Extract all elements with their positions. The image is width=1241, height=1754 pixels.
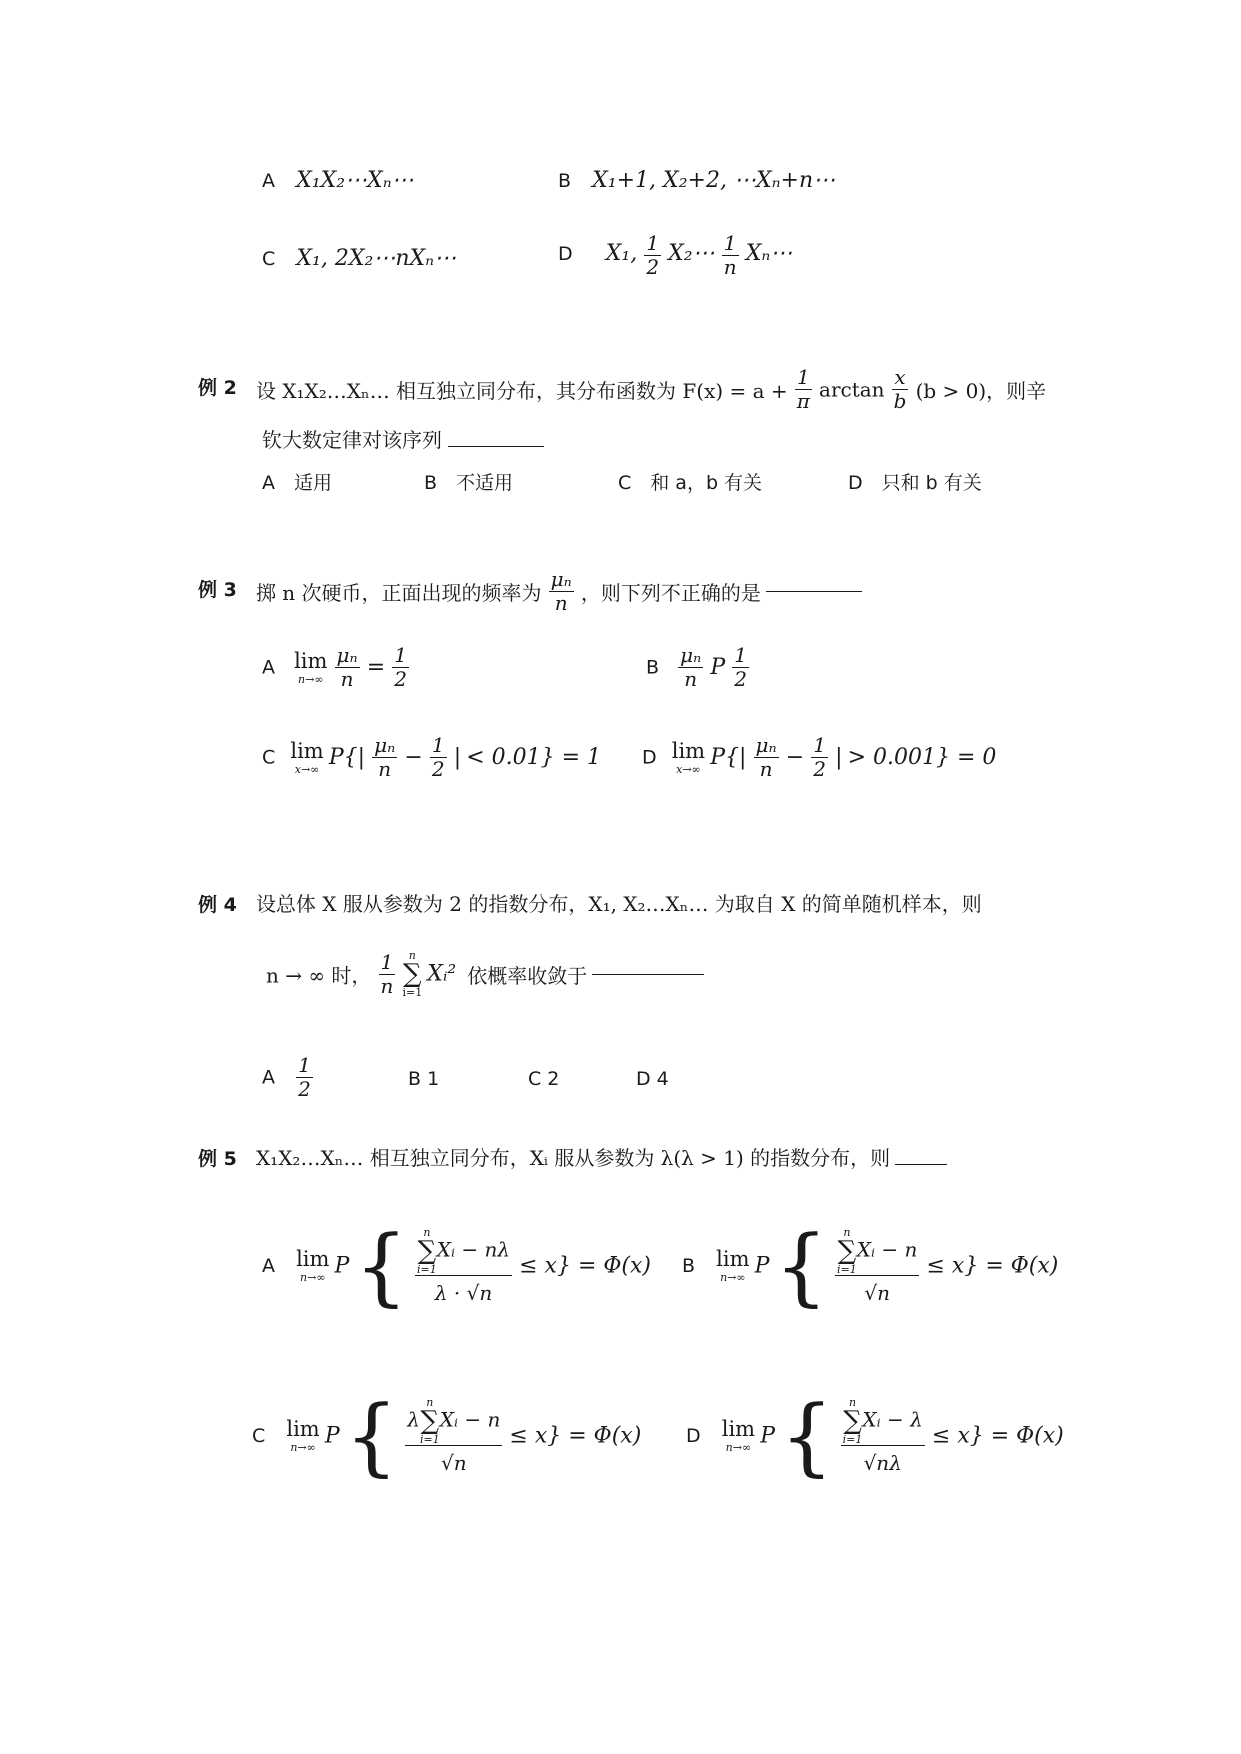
ex4-question-line2 <box>266 950 704 998</box>
formula-part: P{| <box>328 745 366 770</box>
formula-tail: ≤ x} = Φ(x) <box>519 1253 651 1279</box>
option-label: D <box>686 1425 701 1447</box>
frac-den: n <box>378 757 392 781</box>
frac-den: 2 <box>431 757 445 781</box>
answer-blank <box>895 1164 947 1165</box>
ex4-option-b: B 1 <box>408 1068 440 1090</box>
ex5-option-c <box>252 1387 642 1485</box>
left-brace-icon: { <box>774 1217 828 1315</box>
ex4-option-d: D 4 <box>636 1068 669 1090</box>
sum-sign: ∑ <box>403 959 422 989</box>
abs-bar: | <box>453 745 462 770</box>
lim-sub: x→∞ <box>294 762 320 776</box>
option-label: B <box>558 170 572 192</box>
fraction <box>841 1397 925 1475</box>
ex5-option-b <box>682 1217 1059 1315</box>
frac-num: x <box>894 365 906 389</box>
limit <box>671 738 706 776</box>
limit <box>286 1419 319 1453</box>
fraction <box>678 644 703 691</box>
formula-tail: ≤ x} = Φ(x) <box>509 1423 642 1449</box>
num-tail: Xᵢ − λ <box>862 1407 923 1432</box>
frac-den: n <box>684 667 698 691</box>
frac-num: μₙ <box>755 733 777 757</box>
prob-symbol: P <box>324 1423 340 1449</box>
lim-word: lim <box>294 648 328 673</box>
question-text: 设总体 X 服从参数为 2 的指数分布，X₁, X₂…Xₙ… 为取自 X 的简单随机样本，则 <box>255 892 982 916</box>
lim-sub: n→∞ <box>300 1271 326 1284</box>
frac-num: 1 <box>723 231 737 255</box>
sum-lower: i=1 <box>402 986 423 999</box>
option-label: A <box>262 1066 275 1089</box>
frac-den: π <box>796 389 810 413</box>
summation <box>837 1227 857 1275</box>
frac-num: 1 <box>298 1053 311 1077</box>
fraction <box>811 734 828 781</box>
ex2-option-c: C 和 a，b 有关 <box>618 472 763 494</box>
sum-lower: i=1 <box>419 1433 440 1446</box>
frac-num: μₙ <box>550 567 572 591</box>
ex2-question-line2 <box>262 424 544 453</box>
option-label: D <box>558 243 573 265</box>
frac-den: √n <box>440 1451 467 1475</box>
left-brace-icon: { <box>780 1387 834 1485</box>
summation <box>402 950 422 998</box>
num-tail: Xᵢ − n <box>856 1237 918 1262</box>
num-prefix: λ <box>407 1407 420 1432</box>
frac-num: 1 <box>796 365 810 389</box>
question-text: arctan <box>819 377 885 402</box>
frac-den: 2 <box>734 667 747 691</box>
example-label: 例 5 <box>198 1148 237 1170</box>
num-tail: Xᵢ − n <box>439 1407 501 1432</box>
option-label: B <box>646 656 660 679</box>
prob-symbol: P <box>760 1423 775 1449</box>
formula-part: < 0.01} = 1 <box>466 745 602 770</box>
sum-upper: n <box>423 1226 431 1239</box>
fraction <box>372 734 397 781</box>
ex3-option-a <box>262 644 411 691</box>
frac-den: √n <box>864 1281 891 1305</box>
option-label: C <box>252 1425 266 1447</box>
lim-sub: n→∞ <box>290 1441 316 1454</box>
ex1-option-b <box>558 168 835 193</box>
ex2-option-b: B 不适用 <box>424 472 514 494</box>
fraction <box>795 366 812 413</box>
fraction <box>378 951 395 998</box>
frac-num: μₙ <box>336 643 358 667</box>
sum-sign: ∑ <box>843 1406 862 1436</box>
sum-upper: n <box>426 1396 434 1409</box>
frac-den: √nλ <box>863 1451 902 1475</box>
lim-sub: n→∞ <box>298 672 324 686</box>
frac-num <box>405 1397 502 1446</box>
frac-num <box>841 1397 925 1446</box>
lim-word: lim <box>290 738 324 763</box>
limit <box>722 1419 755 1453</box>
ex5-option-d <box>686 1387 1064 1485</box>
summation <box>417 1227 437 1275</box>
option-label: A <box>262 656 275 679</box>
limit <box>296 1249 329 1283</box>
lim-sub: n→∞ <box>720 1271 746 1284</box>
ex3-option-d <box>642 734 996 781</box>
ex1-option-a <box>262 168 414 193</box>
question-text: 钦大数定律对该序列 <box>262 428 442 452</box>
sum-sign: ∑ <box>417 1236 437 1266</box>
question-text: 设 X₁X₂…Xₙ… 相互独立同分布，其分布函数为 F(x) = a + <box>255 379 788 403</box>
lim-word: lim <box>286 1417 320 1441</box>
fraction <box>892 366 909 413</box>
formula-tail: ≤ x} = Φ(x) <box>931 1423 1064 1449</box>
equals-sign: = <box>366 655 386 680</box>
answer-blank <box>766 591 862 592</box>
lim-sub: x→∞ <box>676 762 701 776</box>
frac-den: 2 <box>813 757 826 781</box>
frac-num: 1 <box>813 733 826 757</box>
frac-num: 1 <box>431 733 445 757</box>
frac-den: n <box>380 973 394 998</box>
fraction <box>722 232 739 279</box>
limit <box>290 738 324 776</box>
example-label: 例 4 <box>198 894 237 916</box>
question-text: (b > 0)，则辛 <box>915 379 1047 403</box>
frac-num <box>835 1227 919 1276</box>
fraction <box>732 644 749 691</box>
option-label: B <box>682 1255 696 1277</box>
sum-lower: i=1 <box>842 1433 863 1446</box>
fraction <box>835 1227 919 1305</box>
option-label: A <box>262 1255 275 1277</box>
fraction <box>296 1054 313 1101</box>
frac-num: μₙ <box>374 733 396 757</box>
sum-upper: n <box>848 1396 857 1409</box>
frac-den: n <box>554 591 568 615</box>
limit <box>716 1249 749 1283</box>
example-label: 例 3 <box>198 579 237 601</box>
ex4-option-c: C 2 <box>528 1068 560 1090</box>
answer-blank <box>448 446 544 447</box>
sum-lower: i=1 <box>837 1263 857 1276</box>
left-brace-icon: { <box>344 1387 399 1485</box>
fraction <box>430 734 447 781</box>
frac-den: b <box>893 389 907 413</box>
question-text: 掷 n 次硬币，正面出现的频率为 <box>255 581 542 605</box>
option-label: A <box>262 170 275 192</box>
fraction <box>335 644 360 691</box>
ex4-question <box>198 888 982 917</box>
fraction <box>549 568 574 615</box>
option-formula-part: X₁, <box>605 241 638 266</box>
frac-den: n <box>723 255 737 279</box>
prob-symbol: P <box>334 1253 350 1279</box>
ex4-option-a <box>262 1054 315 1101</box>
formula-tail: ≤ x} = Φ(x) <box>926 1253 1059 1279</box>
minus-sign: − <box>785 745 805 770</box>
ex3-question <box>198 568 862 615</box>
answer-blank <box>592 974 704 975</box>
ex5-question <box>198 1142 947 1171</box>
lim-word: lim <box>296 1247 330 1271</box>
ex1-option-c <box>262 246 456 271</box>
prob-convergence-sign: P <box>710 655 726 680</box>
fraction <box>415 1227 512 1305</box>
frac-num: 1 <box>646 231 660 255</box>
frac-den: n <box>340 667 354 691</box>
option-label: D <box>642 746 657 769</box>
limit <box>294 648 328 686</box>
frac-num: 1 <box>734 643 747 667</box>
minus-sign: − <box>404 745 423 770</box>
fraction <box>392 644 409 691</box>
lim-word: lim <box>671 738 706 763</box>
ex2-option-a: A 适用 <box>262 472 332 494</box>
sum-sign: ∑ <box>837 1236 857 1266</box>
frac-den: λ · √n <box>434 1281 493 1305</box>
lim-word: lim <box>721 1417 756 1441</box>
sum-term: Xᵢ² <box>427 961 457 987</box>
sum-lower: i=1 <box>417 1263 437 1276</box>
lim-sub: n→∞ <box>725 1441 752 1454</box>
frac-num: 1 <box>380 949 394 974</box>
frac-num: 1 <box>394 643 408 667</box>
summation <box>420 1397 440 1445</box>
ex3-option-b <box>646 644 751 691</box>
option-formula-part: X₂⋯ <box>668 241 715 266</box>
formula-part: P{| <box>710 745 747 770</box>
option-label: C <box>262 248 276 270</box>
question-text: X₁X₂…Xₙ… 相互独立同分布，Xᵢ 服从参数为 λ(λ > 1) 的指数分布，则 <box>255 1146 891 1170</box>
question-text: ，则下列不正确的是 <box>580 581 761 605</box>
ex5-option-a <box>262 1217 651 1315</box>
frac-den: 2 <box>298 1077 311 1101</box>
sum-upper: n <box>843 1226 851 1239</box>
option-formula: X₁+1, X₂+2, ⋯Xₙ+n⋯ <box>592 168 836 193</box>
ex2-option-d: D 只和 b 有关 <box>848 472 982 494</box>
frac-num: μₙ <box>680 643 702 667</box>
ex1-option-d <box>558 232 792 279</box>
option-label: C <box>262 746 276 769</box>
fraction <box>754 734 779 781</box>
frac-den: n <box>759 757 773 781</box>
frac-den: 2 <box>646 255 660 279</box>
num-tail: Xᵢ − nλ <box>436 1237 511 1262</box>
fraction <box>644 232 661 279</box>
sum-sign: ∑ <box>420 1406 440 1436</box>
summation <box>843 1397 863 1445</box>
abs-bar: | <box>835 745 843 770</box>
prob-symbol: P <box>754 1253 770 1279</box>
ex2-question <box>198 366 1046 413</box>
frac-num <box>415 1227 512 1276</box>
option-formula-part: Xₙ⋯ <box>745 241 793 266</box>
example-label: 例 2 <box>198 377 237 399</box>
option-formula: X₁X₂⋯Xₙ⋯ <box>296 168 414 193</box>
sum-upper: n <box>408 949 416 962</box>
option-formula: X₁, 2X₂⋯nXₙ⋯ <box>296 246 457 271</box>
lim-word: lim <box>716 1247 750 1271</box>
formula-part: > 0.001} = 0 <box>847 745 997 770</box>
left-brace-icon: { <box>354 1217 408 1315</box>
ex3-option-c <box>262 734 601 781</box>
question-text: 依概率收敛于 <box>467 963 588 988</box>
frac-den: 2 <box>394 667 408 691</box>
fraction <box>405 1397 502 1475</box>
question-text: n → ∞ 时， <box>266 963 372 988</box>
